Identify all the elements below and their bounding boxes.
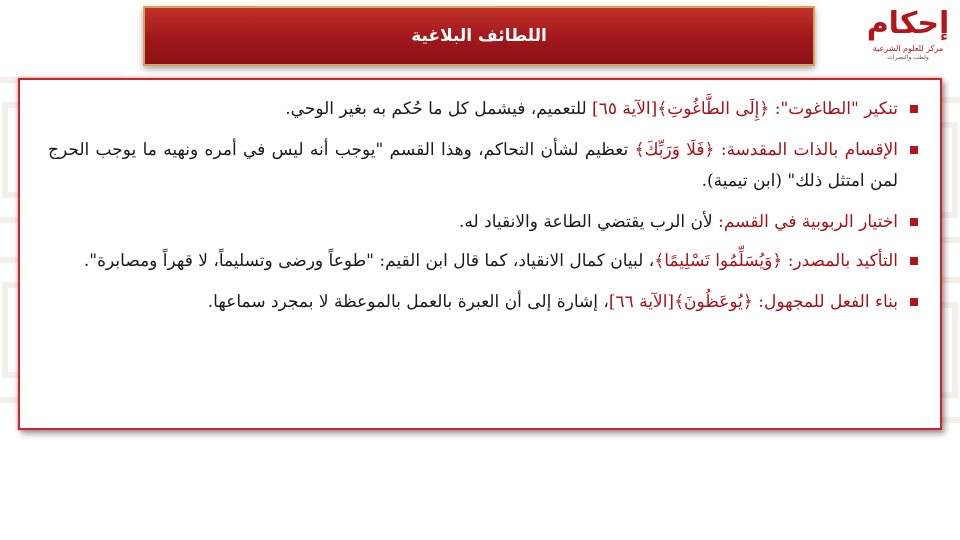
list-item [48,246,918,277]
logo [860,4,956,76]
bullet-square-icon [910,257,918,265]
point-heading: اختيار الربوبية في القسم: [712,212,898,232]
bullet-square-icon [910,146,918,154]
point-text: ، لبيان كمال الانقياد، كما قال ابن القيم: "طوعاً ورضى وتسليماً، لا قهراً ومصابرة". [83,251,655,271]
logo-mark: إحكام [866,6,950,41]
point-ayah: ﴿يُوعَظُونَ﴾[الآية ٦٦] [608,292,753,312]
point-text: تعظيم لشأن التحاكم، وهذا القسم "يوجب أنه ليس في أمره ونهيه ما يوجب الحرج لمن امتثل ذلك" (ابن تيمية). [48,140,898,191]
point-text: ، إشارة إلى أن العبرة بالعمل بالموعظة لا بمجرد سماعها. [207,292,609,312]
point-heading: الإقسام بالذات المقدسة: [714,140,898,160]
content-box [18,78,942,430]
point-ayah: ﴿إِلَى الطَّاغُوتِ﴾[الآية ٦٥] [592,99,770,119]
list-item [48,94,918,125]
point-heading: بناء الفعل للمجهول: [752,292,898,312]
bullet-square-icon [910,218,918,226]
bullet-square-icon [910,298,918,306]
logo-tagline: ولطب والنصرات [887,54,929,61]
bullet-square-icon [910,105,918,113]
point-ayah: ﴿فَلَا وَرَبِّكَ﴾ [634,140,715,160]
list-item [48,207,918,238]
point-ayah: ﴿وَيُسَلِّمُوا تَسْلِيمًا﴾ [654,251,783,271]
point-text: لأن الرب يقتضي الطاعة والانقياد له. [459,212,713,232]
point-heading: التأكيد بالمصدر: [782,251,898,271]
list-item [48,287,918,318]
point-text: للتعميم، فيشمل كل ما حُكم به بغير الوحي. [285,99,593,119]
list-item [48,135,918,197]
logo-subtitle: مركز للعلوم الشرعية [872,44,944,53]
points-list [48,94,918,318]
point-heading: تنكير "الطاغوت": [769,99,898,119]
slide-title-bar [143,6,815,66]
slide-title: اللطائف البلاغية [411,26,547,46]
